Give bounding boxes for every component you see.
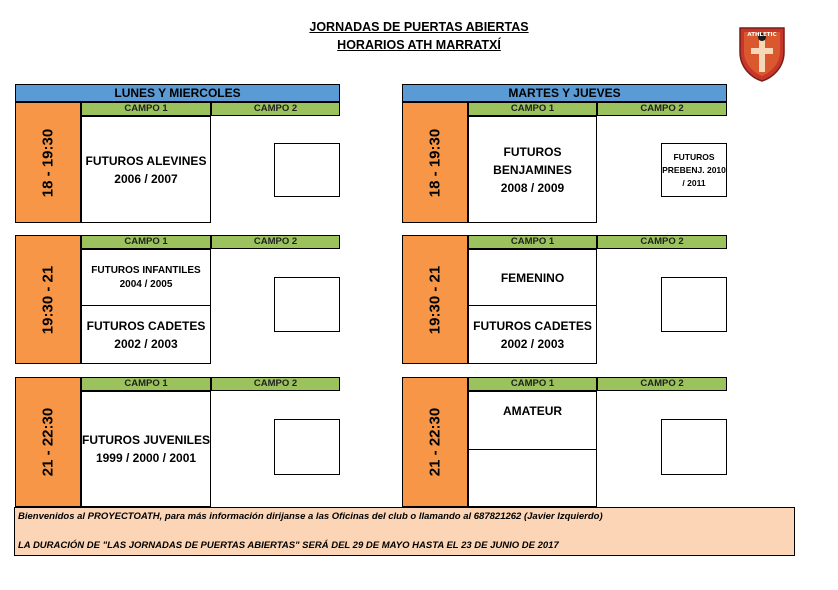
campo1-cell: FUTUROS CADETES 2002 / 2003 — [81, 305, 211, 364]
page-title: JORNADAS DE PUERTAS ABIERTAS — [309, 20, 529, 34]
campo2-cell: FUTUROS PREBENJ. 2010 / 2011 — [661, 143, 727, 197]
footer-duration-text: LA DURACIÓN DE "LAS JORNADAS DE PUERTAS ABIERTAS" SERÁ DEL 29 DE MAYO HASTA EL 23 DE JUNIO DE 2017 — [18, 540, 559, 551]
footer-note — [14, 507, 795, 556]
campo1-cell: FUTUROS INFANTILES 2004 / 2005 — [81, 249, 211, 306]
campo2-empty-box — [661, 277, 727, 332]
club-logo — [738, 26, 786, 82]
time-slot: 21 - 22:30 — [15, 377, 81, 507]
footer-info-text: Bienvenidos al PROYECTOATH, para más información dirijanse a las Oficinas del club o llamando al 687821262 (Javier Izquierdo) — [18, 511, 603, 522]
campo2-header: CAMPO 2 — [211, 377, 340, 391]
campo1-cell: AMATEUR — [468, 391, 597, 450]
campo1-header: CAMPO 1 — [468, 102, 597, 116]
campo2-empty-box — [274, 277, 340, 332]
campo2-empty-box — [274, 143, 340, 197]
campo1-header: CAMPO 1 — [468, 377, 597, 391]
day-header-right: MARTES Y JUEVES — [402, 84, 727, 102]
campo2-header: CAMPO 2 — [211, 102, 340, 116]
campo1-cell: FEMENINO — [468, 249, 597, 306]
campo1-header: CAMPO 1 — [81, 102, 211, 116]
campo2-header: CAMPO 2 — [597, 235, 727, 249]
campo1-header: CAMPO 1 — [468, 235, 597, 249]
campo1-cell: FUTUROS CADETES 2002 / 2003 — [468, 305, 597, 364]
campo1-empty-cell — [468, 449, 597, 507]
day-header-left: LUNES Y MIERCOLES — [15, 84, 340, 102]
campo1-cell: FUTUROS ALEVINES 2006 / 2007 — [81, 116, 211, 223]
campo1-cell: FUTUROS JUVENILES 1999 / 2000 / 2001 — [81, 391, 211, 507]
time-slot: 18 - 19:30 — [402, 102, 468, 223]
campo1-cell: FUTUROS BENJAMINES 2008 / 2009 — [468, 116, 597, 223]
campo2-header: CAMPO 2 — [211, 235, 340, 249]
campo2-empty-box — [274, 419, 340, 475]
campo2-empty-box — [661, 419, 727, 475]
campo1-header: CAMPO 1 — [81, 235, 211, 249]
campo1-header: CAMPO 1 — [81, 377, 211, 391]
time-slot: 19:30 - 21 — [15, 235, 81, 364]
campo2-header: CAMPO 2 — [597, 377, 727, 391]
time-slot: 19:30 - 21 — [402, 235, 468, 364]
time-slot: 18 - 19:30 — [15, 102, 81, 223]
time-slot: 21 - 22:30 — [402, 377, 468, 507]
campo2-header: CAMPO 2 — [597, 102, 727, 116]
logo-text: ATHLETIC — [747, 32, 777, 38]
page-subtitle: HORARIOS ATH MARRATXÍ — [337, 38, 501, 52]
